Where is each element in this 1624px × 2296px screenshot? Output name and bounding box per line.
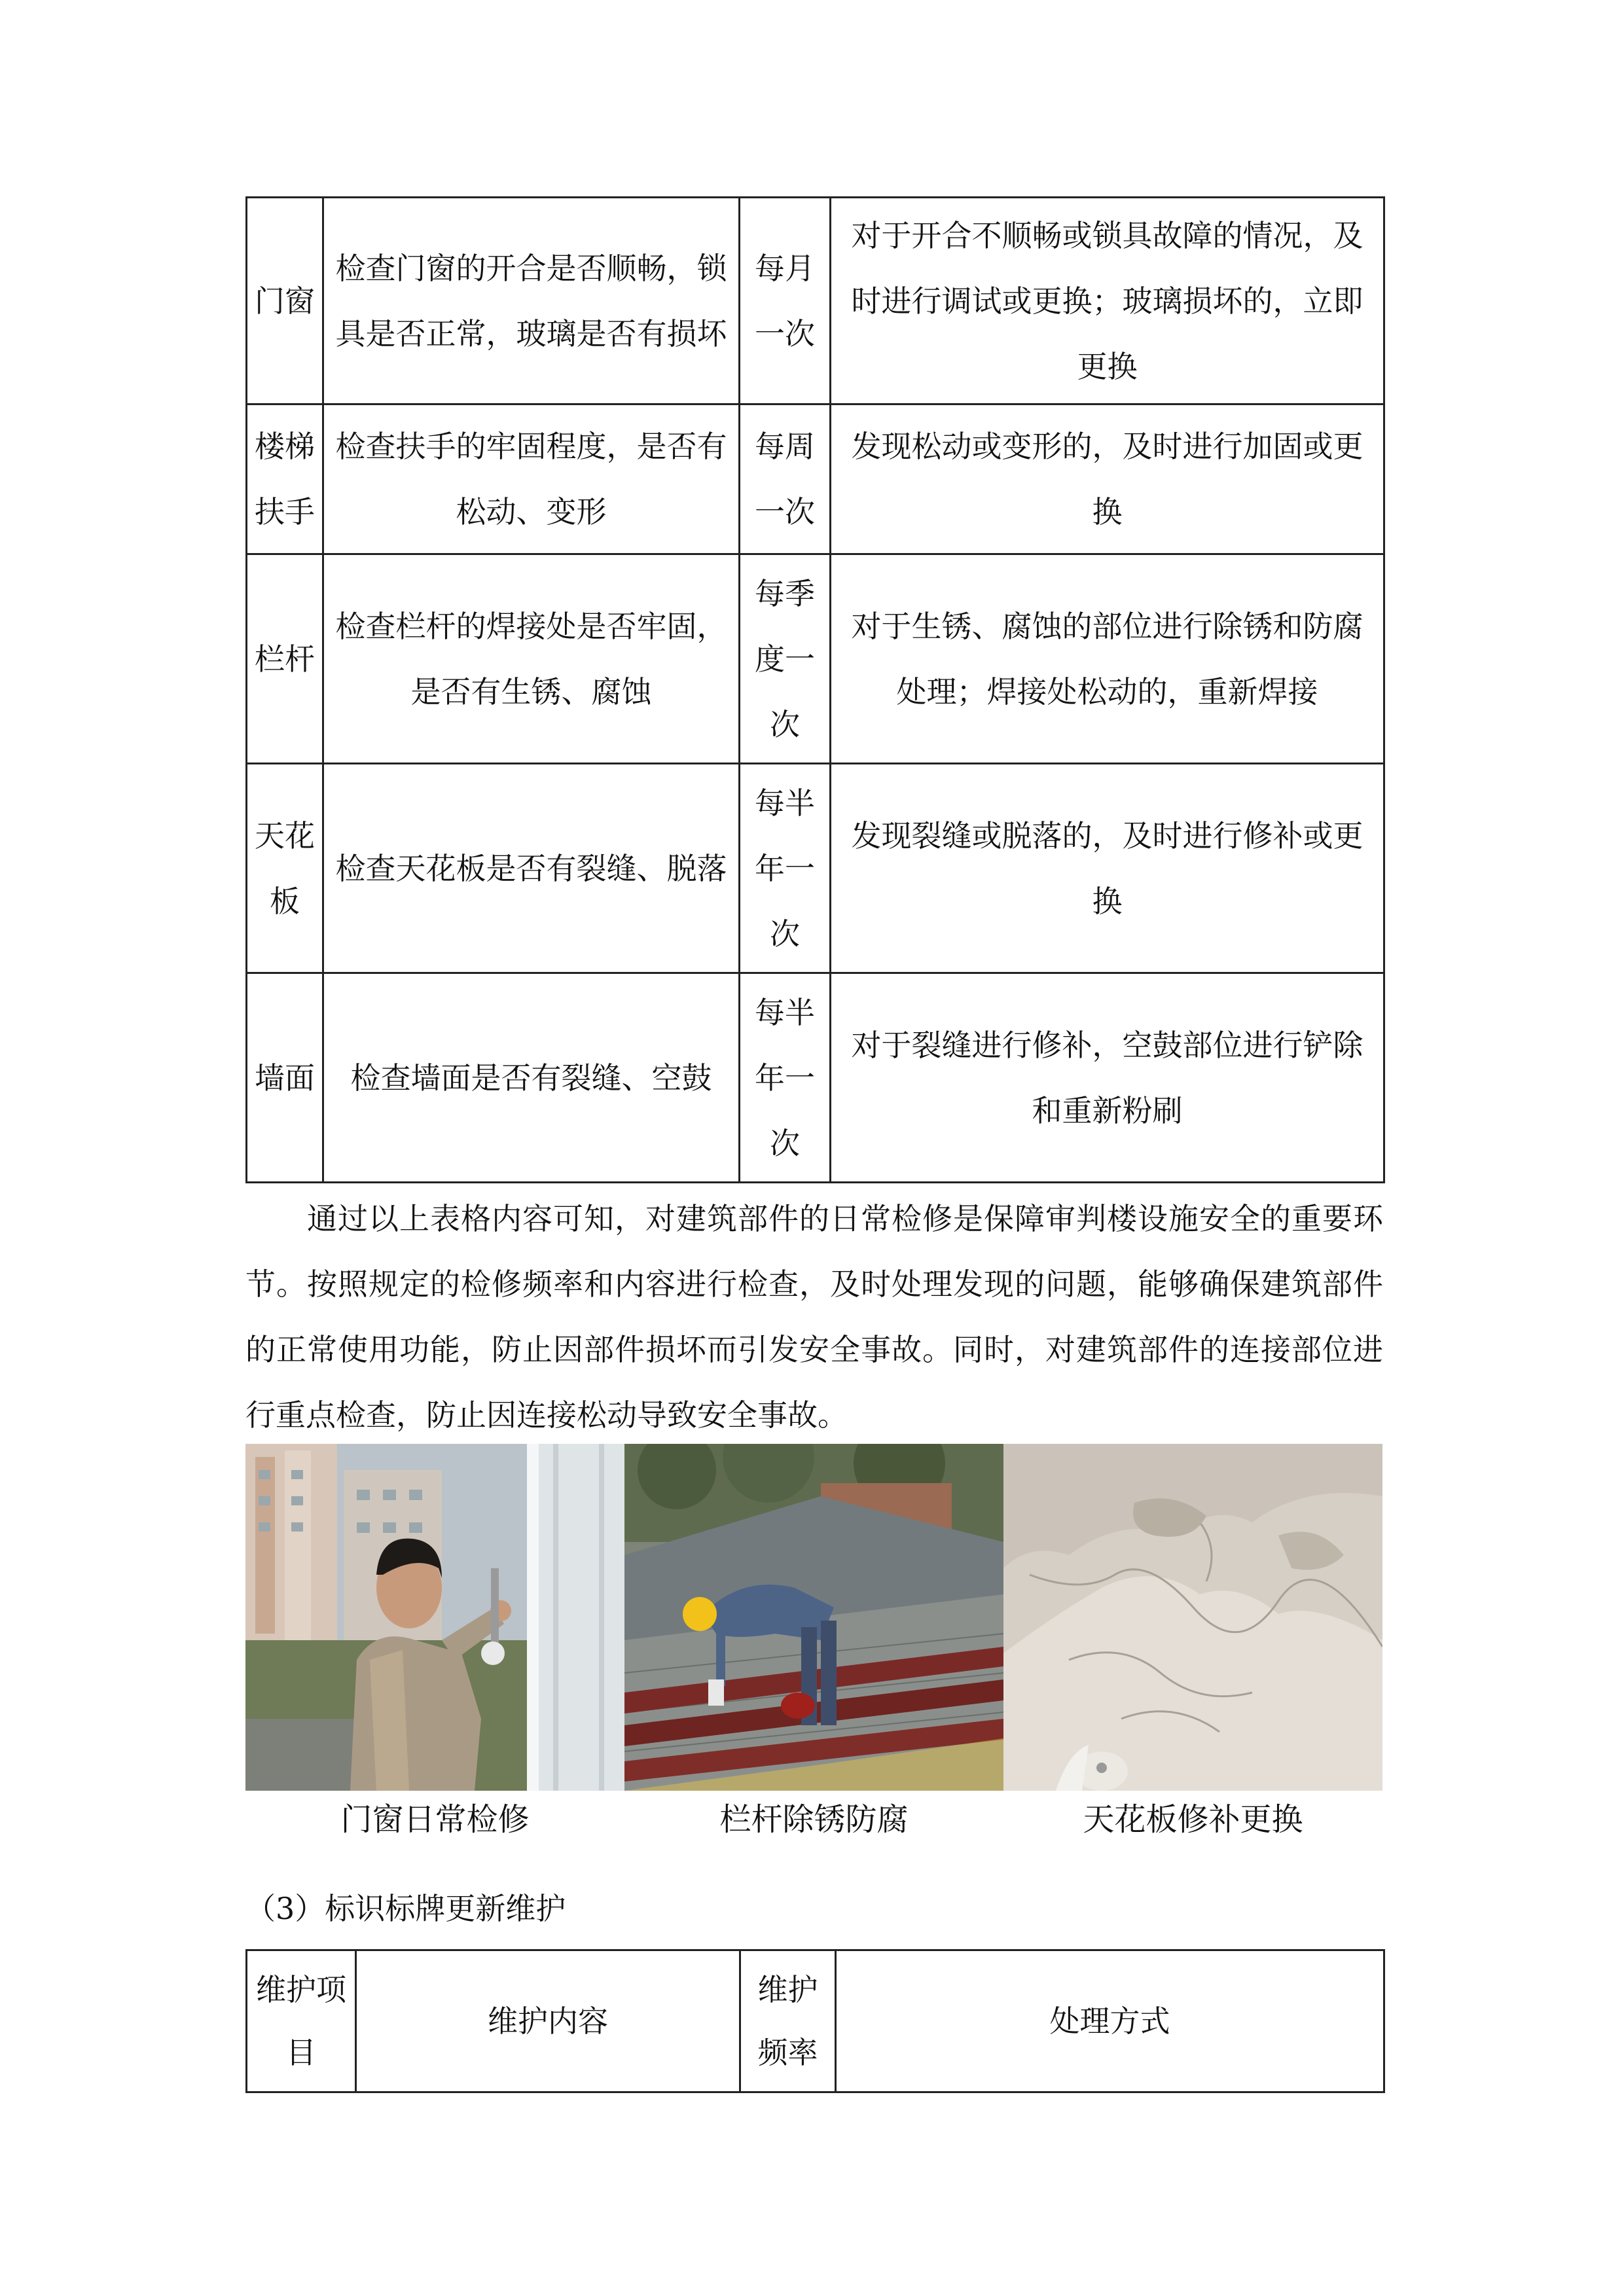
header-handling-method: 处理方式 — [836, 1950, 1384, 2092]
item-cell: 天花板 — [247, 764, 323, 973]
item-cell: 栏杆 — [247, 554, 323, 764]
inspection-table — [245, 196, 1385, 1183]
photo-caption: 天花板修补更换 — [1083, 1801, 1303, 1838]
window-maintenance-photo — [245, 1444, 624, 1791]
photo-captions — [245, 1790, 1383, 1849]
method-cell: 对于生锈、腐蚀的部位进行除锈和防腐处理；焊接处松动的，重新焊接 — [831, 554, 1384, 764]
item-cell: 门窗 — [247, 198, 323, 404]
header-maintenance-item: 维护项目 — [247, 1950, 356, 2092]
photo-strip — [245, 1444, 1383, 1791]
table-row — [247, 404, 1384, 554]
frequency-cell: 每半年一次 — [740, 973, 831, 1183]
table-header-row — [247, 1950, 1384, 2092]
header-maintenance-frequency: 维护频率 — [740, 1950, 836, 2092]
frequency-cell: 每月一次 — [740, 198, 831, 404]
frequency-cell: 每半年一次 — [740, 764, 831, 973]
section-heading: （3）标识标牌更新维护 — [245, 1891, 566, 1926]
content-cell: 检查墙面是否有裂缝、空鼓 — [323, 973, 740, 1183]
method-cell: 对于裂缝进行修补，空鼓部位进行铲除和重新粉刷 — [831, 973, 1384, 1183]
content-cell: 检查天花板是否有裂缝、脱落 — [323, 764, 740, 973]
photo-caption: 门窗日常检修 — [340, 1801, 530, 1838]
content-cell: 检查门窗的开合是否顺畅，锁具是否正常，玻璃是否有损坏 — [323, 198, 740, 404]
table-row — [247, 198, 1384, 404]
method-cell: 发现裂缝或脱落的，及时进行修补或更换 — [831, 764, 1384, 973]
content-cell: 检查扶手的牢固程度，是否有松动、变形 — [323, 404, 740, 554]
item-cell: 楼梯扶手 — [247, 404, 323, 554]
method-cell: 对于开合不顺畅或锁具故障的情况，及时进行调试或更换；玻璃损坏的，立即更换 — [831, 198, 1384, 404]
frequency-cell: 每周一次 — [740, 404, 831, 554]
table-row — [247, 973, 1384, 1183]
railing-rust-removal-photo — [624, 1444, 1003, 1791]
item-cell: 墙面 — [247, 973, 323, 1183]
photo-caption: 栏杆除锈防腐 — [719, 1801, 909, 1838]
content-cell: 检查栏杆的焊接处是否牢固，是否有生锈、腐蚀 — [323, 554, 740, 764]
method-cell: 发现松动或变形的，及时进行加固或更换 — [831, 404, 1384, 554]
header-maintenance-content: 维护内容 — [356, 1950, 740, 2092]
frequency-cell: 每季度一次 — [740, 554, 831, 764]
ceiling-repair-photo — [1003, 1444, 1382, 1791]
table-row — [247, 764, 1384, 973]
table-row — [247, 554, 1384, 764]
signage-table — [245, 1949, 1385, 2093]
summary-paragraph: 通过以上表格内容可知，对建筑部件的日常检修是保障审判楼设施安全的重要环节。按照规定的检修频率和内容进行检查，及时处理发现的问题，能够确保建筑部件的正常使用功能，防止因部件损坏而引发安全事故。同时，对建筑部件的连接部位进行重点检查，防止因连接松动导致安全事故。 — [245, 1201, 1383, 1433]
